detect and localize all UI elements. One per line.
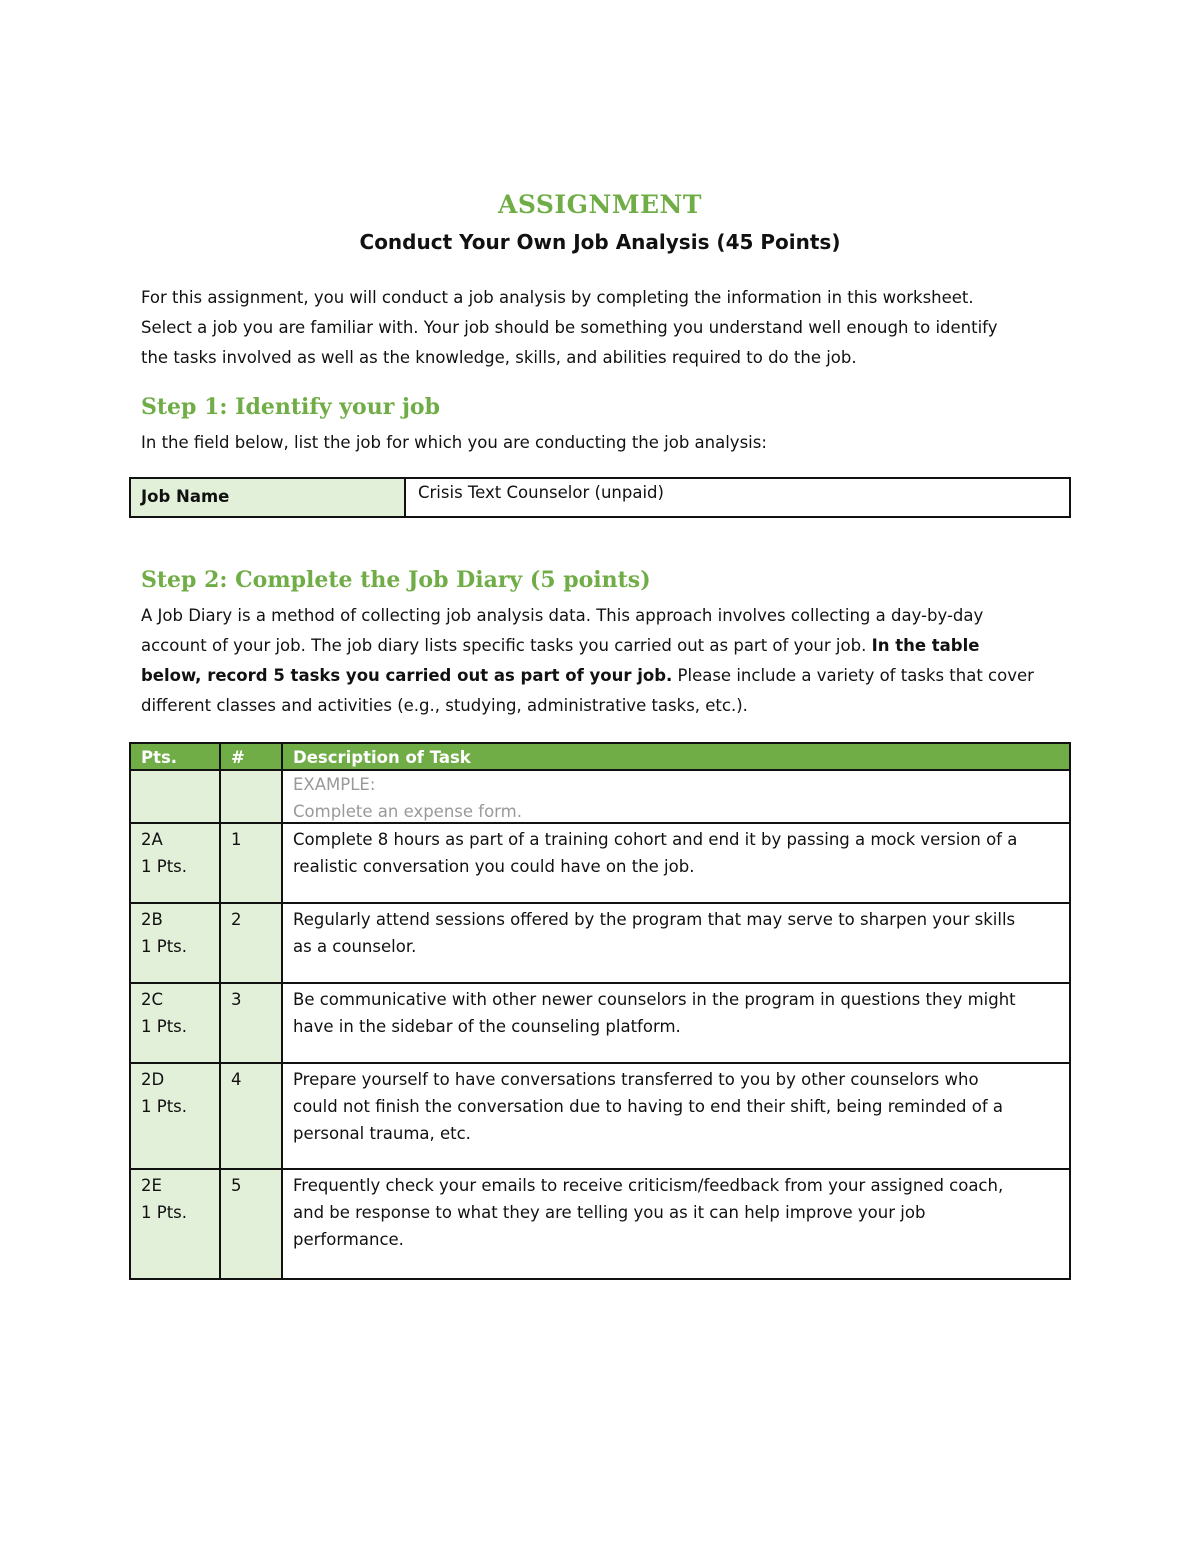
step2-text-normal: account of your job. The job diary lists specific tasks you carried out as part of your job. — [141, 636, 872, 655]
task-description-line: realistic conversation you could have on the job. — [293, 857, 695, 876]
task-description-line: Regularly attend sessions offered by the program that may serve to sharpen your skills — [293, 910, 1016, 929]
step2-heading: Step 2: Complete the Job Diary (5 points) — [141, 567, 651, 593]
table-header-row — [131, 744, 1069, 771]
task-description-line: have in the sidebar of the counseling platform. — [293, 1017, 681, 1036]
intro-line: the tasks involved as well as the knowledge, skills, and abilities required to do the job. — [141, 348, 857, 367]
intro-line: Select a job you are familiar with. Your job should be something you understand well enough to identify — [141, 318, 998, 337]
example-label: EXAMPLE: — [293, 775, 376, 794]
task-description[interactable] — [283, 824, 1069, 902]
task-description-line: personal trauma, etc. — [293, 1124, 471, 1143]
task-description-line: Be communicative with other newer counselors in the program in questions they might — [293, 990, 1016, 1009]
task-number: 2 — [221, 904, 283, 982]
step2-line — [141, 631, 1076, 661]
step2-line — [141, 661, 1076, 691]
task-description[interactable] — [283, 984, 1069, 1062]
task-number: 4 — [221, 1064, 283, 1168]
task-description-line: and be response to what they are telling you as it can help improve your job — [293, 1203, 926, 1222]
header-description: Description of Task — [283, 744, 1069, 769]
task-code: 2D — [141, 1070, 165, 1089]
task-description[interactable] — [283, 904, 1069, 982]
example-description — [283, 771, 1069, 822]
task-points: 1 Pts. — [141, 857, 188, 876]
job-diary-table — [129, 742, 1071, 1280]
task-points: 1 Pts. — [141, 1097, 188, 1116]
task-points: 1 Pts. — [141, 937, 188, 956]
header-pts: Pts. — [131, 744, 221, 769]
example-pts-cell — [131, 771, 221, 822]
task-pts-cell — [131, 1064, 221, 1168]
task-number: 1 — [221, 824, 283, 902]
task-pts-cell — [131, 824, 221, 902]
example-number-cell — [221, 771, 283, 822]
task-code: 2E — [141, 1176, 162, 1195]
step1-heading: Step 1: Identify your job — [141, 394, 440, 420]
task-description-line: performance. — [293, 1230, 404, 1249]
task-description[interactable] — [283, 1170, 1069, 1278]
step1-instructions: In the field below, list the job for which you are conducting the job analysis: — [141, 433, 767, 452]
step2-text-bold: below, record 5 tasks you carried out as part of your job. — [141, 666, 673, 685]
table-row — [131, 1064, 1069, 1170]
task-description-line: as a counselor. — [293, 937, 417, 956]
example-row — [131, 771, 1069, 824]
job-name-label: Job Name — [131, 479, 406, 516]
job-name-field[interactable]: Crisis Text Counselor (unpaid) — [418, 483, 664, 502]
task-number: 3 — [221, 984, 283, 1062]
table-row — [131, 984, 1069, 1064]
task-code: 2A — [141, 830, 163, 849]
intro-line: For this assignment, you will conduct a job analysis by completing the information in this worksheet. — [141, 288, 974, 307]
step2-line: A Job Diary is a method of collecting job analysis data. This approach involves collecting a day-by-day — [141, 606, 984, 625]
task-pts-cell — [131, 904, 221, 982]
task-description-line: Complete 8 hours as part of a training cohort and end it by passing a mock version of a — [293, 830, 1018, 849]
task-pts-cell — [131, 984, 221, 1062]
step2-instructions — [141, 601, 1076, 721]
step2-text-bold: In the table — [871, 636, 980, 655]
task-description-line: Prepare yourself to have conversations transferred to you by other counselors who — [293, 1070, 979, 1089]
table-row — [131, 904, 1069, 984]
step2-line: different classes and activities (e.g., studying, administrative tasks, etc.). — [141, 696, 748, 715]
header-number: # — [221, 744, 283, 769]
task-code: 2B — [141, 910, 163, 929]
task-description-line: Frequently check your emails to receive criticism/feedback from your assigned coach, — [293, 1176, 1004, 1195]
task-points: 1 Pts. — [141, 1203, 188, 1222]
task-description-line: could not finish the conversation due to having to end their shift, being reminded of a — [293, 1097, 1003, 1116]
job-name-table — [129, 477, 1071, 518]
step2-text-normal: Please include a variety of tasks that cover — [672, 666, 1034, 685]
task-code: 2C — [141, 990, 164, 1009]
task-number: 5 — [221, 1170, 283, 1278]
assignment-title: ASSIGNMENT — [497, 190, 703, 219]
task-pts-cell — [131, 1170, 221, 1278]
table-row — [131, 1170, 1069, 1278]
task-points: 1 Pts. — [141, 1017, 188, 1036]
table-row — [131, 824, 1069, 904]
example-text: Complete an expense form. — [293, 802, 522, 821]
task-description[interactable] — [283, 1064, 1069, 1168]
intro-paragraph — [141, 283, 1076, 373]
assignment-subtitle: Conduct Your Own Job Analysis (45 Points) — [359, 230, 841, 254]
